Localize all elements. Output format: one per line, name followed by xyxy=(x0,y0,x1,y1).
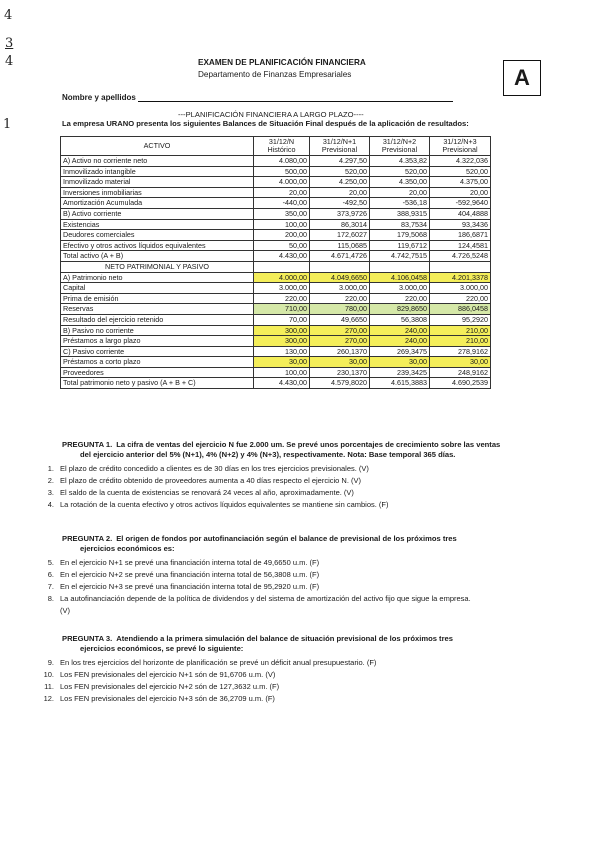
cell-value: 300,00 xyxy=(254,336,310,347)
item-number xyxy=(40,606,54,615)
table-row xyxy=(61,166,491,177)
cell-value: 4.250,00 xyxy=(310,177,370,188)
intro-text: La empresa URANO presenta los siguientes Balances de Situación Final después de la aplicación de resultados: xyxy=(62,119,469,128)
cell-value: 4.201,3378 xyxy=(430,272,491,283)
cell-value: 4.106,0458 xyxy=(370,272,430,283)
table-row xyxy=(61,230,491,241)
question-text: La cifra de ventas del ejercicio N fue 2.000 um. Se prevé unos porcentajes de crecimiento sobre las ventas xyxy=(116,440,501,449)
row-label: B) Activo corriente xyxy=(61,208,254,219)
cell-value: 30,00 xyxy=(370,357,430,368)
cell-value: 30,00 xyxy=(310,357,370,368)
cell-value: 100,00 xyxy=(254,219,310,230)
table-row xyxy=(61,187,491,198)
row-label: Prima de emisión xyxy=(61,293,254,304)
table-row xyxy=(61,283,491,294)
answer-item xyxy=(40,658,376,667)
table-row xyxy=(61,156,491,167)
item-text: En el ejercicio N+1 se prevé una financiación interna total de 49,6650 u.m. (F) xyxy=(60,558,320,567)
table-row xyxy=(61,219,491,230)
item-number: 1. xyxy=(47,464,54,473)
row-label: Préstamos a corto plazo xyxy=(61,357,254,368)
item-text: (V) xyxy=(60,606,70,615)
cell-value: 404,4888 xyxy=(430,208,491,219)
cell-value: 270,00 xyxy=(310,336,370,347)
question-heading xyxy=(62,634,453,643)
item-text: En el ejercicio N+2 se prevé una financiación interna total de 56,3808 u.m. (F) xyxy=(60,570,320,579)
row-label: A) Patrimonio neto xyxy=(61,272,254,283)
item-text: Los FEN previsionales del ejercicio N+3 són de 36,2709 u.m. (F) xyxy=(60,694,275,703)
cell-value: 210,00 xyxy=(430,336,491,347)
margin-note-4: 1 xyxy=(3,117,12,132)
row-label: Amortización Acumulada xyxy=(61,198,254,209)
cell-value: 20,00 xyxy=(254,187,310,198)
answer-item xyxy=(40,570,319,579)
cell-value: 3.000,00 xyxy=(370,283,430,294)
cell-value: 4.375,00 xyxy=(430,177,491,188)
item-number: 7. xyxy=(47,582,54,591)
item-number: 8. xyxy=(47,594,54,603)
cell-value: 4.080,00 xyxy=(254,156,310,167)
item-text: La autofinanciación depende de la política de dividendos y del sistema de amortización del activo fijo que sigue la empresa. xyxy=(60,594,471,603)
item-number: 9. xyxy=(47,658,54,667)
cell-value: 100,00 xyxy=(254,367,310,378)
item-text: En el ejercicio N+3 se prevé una financiación interna total de 95,2920 u.m. (F) xyxy=(60,582,320,591)
cell-value: 4.322,036 xyxy=(430,156,491,167)
cell-value: 220,00 xyxy=(370,293,430,304)
cell-value: 373,9726 xyxy=(310,208,370,219)
cell-value: -440,00 xyxy=(254,198,310,209)
cell-value: 350,00 xyxy=(254,208,310,219)
header-col-n: 31/12/N Histórico xyxy=(254,137,310,156)
row-label: Inmovilizado material xyxy=(61,177,254,188)
cell-value: 278,9162 xyxy=(430,346,491,357)
table-header-row xyxy=(61,137,491,156)
question-number: PREGUNTA 2. xyxy=(62,534,113,543)
cell-value: 780,00 xyxy=(310,304,370,315)
header-col-n2: 31/12/N+2 Previsional xyxy=(370,137,430,156)
cell-value: -536,18 xyxy=(370,198,430,209)
item-number: 2. xyxy=(47,476,54,485)
answer-item xyxy=(40,464,369,473)
item-number: 3. xyxy=(47,488,54,497)
cell-value: 520,00 xyxy=(310,166,370,177)
table-row xyxy=(61,314,491,325)
cell-value: 124,4581 xyxy=(430,240,491,251)
answer-item xyxy=(40,558,319,567)
item-text: Los FEN previsionales del ejercicio N+2 són de 127,3632 u.m. (F) xyxy=(60,682,280,691)
table-row xyxy=(61,346,491,357)
cell-value: 130,00 xyxy=(254,346,310,357)
cell-value: 500,00 xyxy=(254,166,310,177)
cell-value: 248,9162 xyxy=(430,367,491,378)
table-row xyxy=(61,272,491,283)
question-text-cont: del ejercicio anterior del 5% (N+1), 4% (N+2) y 4% (N+3), respectivamente. Nota: Base temporal 365 días. xyxy=(80,450,456,459)
item-number: 12. xyxy=(43,694,54,703)
section-title: ---PLANIFICACIÓN FINANCIERA A LARGO PLAZO---- xyxy=(178,110,364,119)
cell-value: 3.000,00 xyxy=(430,283,491,294)
question-text: El origen de fondos por autofinanciación según el balance de previsional de los próximos tres xyxy=(116,534,457,543)
header-col-n1: 31/12/N+1 Previsional xyxy=(310,137,370,156)
cell-value: 4.671,4726 xyxy=(310,251,370,262)
item-number: 10. xyxy=(43,670,54,679)
item-text: El plazo de crédito obtenido de proveedores aumenta a 40 días respecto el ejercicio N. (V) xyxy=(60,476,362,485)
cell-value: 3.000,00 xyxy=(310,283,370,294)
cell-value: 270,00 xyxy=(310,325,370,336)
row-label: Proveedores xyxy=(61,367,254,378)
cell-value: -492,50 xyxy=(310,198,370,209)
pasivo-header-row xyxy=(61,261,491,272)
cell-value: 4.049,6650 xyxy=(310,272,370,283)
row-label: Deudores comerciales xyxy=(61,230,254,241)
cell-value: 20,00 xyxy=(430,187,491,198)
cell-value: 186,6871 xyxy=(430,230,491,241)
row-label: B) Pasivo no corriente xyxy=(61,325,254,336)
cell-value: 30,00 xyxy=(430,357,491,368)
name-label: Nombre y apellidos xyxy=(62,93,136,102)
item-text: En los tres ejercicios del horizonte de planificación se prevé un déficit anual presupuestario. (F) xyxy=(60,658,377,667)
cell-value: 240,00 xyxy=(370,336,430,347)
item-number: 4. xyxy=(47,500,54,509)
cell-value: 172,6027 xyxy=(310,230,370,241)
row-label: Capital xyxy=(61,283,254,294)
table-row xyxy=(61,336,491,347)
cell-value: 239,3425 xyxy=(370,367,430,378)
question-number: PREGUNTA 3. xyxy=(62,634,113,643)
table-row xyxy=(61,293,491,304)
margin-note-2: 3 xyxy=(5,36,14,51)
cell-value: 230,1370 xyxy=(310,367,370,378)
cell-value: 220,00 xyxy=(310,293,370,304)
cell-value: 260,1370 xyxy=(310,346,370,357)
pasivo-header: NETO PATRIMONIAL Y PASIVO xyxy=(61,261,254,272)
answer-item xyxy=(40,694,275,703)
table-row xyxy=(61,251,491,262)
table-row xyxy=(61,240,491,251)
item-text: Los FEN previsionales del ejercicio N+1 són de 91,6706 u.m. (V) xyxy=(60,670,276,679)
answer-item xyxy=(40,682,279,691)
answer-item xyxy=(40,476,361,485)
cell-value: 4.579,8020 xyxy=(310,378,370,389)
table-row xyxy=(61,198,491,209)
cell-value: 93,3436 xyxy=(430,219,491,230)
answer-item xyxy=(40,500,389,509)
cell-value: 220,00 xyxy=(254,293,310,304)
item-text: El saldo de la cuenta de existencias se renovará 24 veces al año, aproximadamente. (V) xyxy=(60,488,354,497)
cell-value: 4.297,50 xyxy=(310,156,370,167)
cell-value: 4.000,00 xyxy=(254,272,310,283)
cell-value: 300,00 xyxy=(254,325,310,336)
row-label: Inversiones inmobiliarias xyxy=(61,187,254,198)
cell-value: 269,3475 xyxy=(370,346,430,357)
cell-value: 210,00 xyxy=(430,325,491,336)
question-text: Atendiendo a la primera simulación del balance de situación previsional de los próximos tres xyxy=(116,634,453,643)
table-row xyxy=(61,325,491,336)
cell-value: 4.615,3883 xyxy=(370,378,430,389)
cell-value: 388,9315 xyxy=(370,208,430,219)
answer-item xyxy=(40,670,275,679)
item-number: 6. xyxy=(47,570,54,579)
row-label: Total patrimonio neto y pasivo (A + B + C) xyxy=(61,378,254,389)
cell-value: 200,00 xyxy=(254,230,310,241)
item-number: 11. xyxy=(44,682,54,691)
cell-value: 240,00 xyxy=(370,325,430,336)
cell-value: 83,7534 xyxy=(370,219,430,230)
cell-value: 829,8650 xyxy=(370,304,430,315)
cell-value: 56,3808 xyxy=(370,314,430,325)
answer-item xyxy=(40,488,354,497)
answer-item xyxy=(40,594,471,603)
cell-value: 710,00 xyxy=(254,304,310,315)
question-heading xyxy=(62,534,457,543)
answer-item xyxy=(40,582,319,591)
margin-note-3: 4 xyxy=(5,54,14,69)
cell-value: 4.430,00 xyxy=(254,251,310,262)
cell-value: 4.690,2539 xyxy=(430,378,491,389)
row-label: Existencias xyxy=(61,219,254,230)
cell-value: 520,00 xyxy=(430,166,491,177)
cell-value: 20,00 xyxy=(370,187,430,198)
row-label: Efectivo y otros activos líquidos equivalentes xyxy=(61,240,254,251)
table-row xyxy=(61,357,491,368)
header-col-n3: 31/12/N+3 Previsional xyxy=(430,137,491,156)
exam-title: EXAMEN DE PLANIFICACIÓN FINANCIERA xyxy=(198,58,366,67)
department: Departamento de Finanzas Empresariales xyxy=(198,70,352,79)
cell-value: 3.000,00 xyxy=(254,283,310,294)
answer-item xyxy=(40,606,70,615)
cell-value: 4.000,00 xyxy=(254,177,310,188)
row-label: Total activo (A + B) xyxy=(61,251,254,262)
table-row xyxy=(61,177,491,188)
row-label: Inmovilizado intangible xyxy=(61,166,254,177)
cell-value: 4.353,82 xyxy=(370,156,430,167)
table-row xyxy=(61,208,491,219)
row-label: Préstamos a largo plazo xyxy=(61,336,254,347)
cell-value: -592,9640 xyxy=(430,198,491,209)
item-text: La rotación de la cuenta efectivo y otros activos líquidos equivalentes se mantiene sin cambios. (F) xyxy=(60,500,389,509)
exam-version-box: A xyxy=(503,60,541,96)
cell-value: 30,00 xyxy=(254,357,310,368)
cell-value: 119,6712 xyxy=(370,240,430,251)
cell-value: 220,00 xyxy=(430,293,491,304)
cell-value: 115,0685 xyxy=(310,240,370,251)
table-row xyxy=(61,367,491,378)
cell-value: 20,00 xyxy=(310,187,370,198)
cell-value: 886,0458 xyxy=(430,304,491,315)
cell-value: 4.726,5248 xyxy=(430,251,491,262)
cell-value: 70,00 xyxy=(254,314,310,325)
cell-value: 86,3014 xyxy=(310,219,370,230)
cell-value: 95,2920 xyxy=(430,314,491,325)
cell-value: 50,00 xyxy=(254,240,310,251)
table-row xyxy=(61,378,491,389)
header-activo: ACTIVO xyxy=(61,137,254,156)
margin-note-1: 4 xyxy=(4,8,13,23)
cell-value: 4.742,7515 xyxy=(370,251,430,262)
cell-value: 4.430,00 xyxy=(254,378,310,389)
question-heading xyxy=(62,440,500,449)
question-text-cont: ejercicios económicos, se prevé lo siguiente: xyxy=(80,644,244,653)
row-label: Resultado del ejercicio retenido xyxy=(61,314,254,325)
name-line xyxy=(138,101,453,102)
balance-sheet-table xyxy=(60,136,491,389)
cell-value: 179,5068 xyxy=(370,230,430,241)
item-number: 5. xyxy=(47,558,54,567)
question-text-cont: ejercicios económicos es: xyxy=(80,544,175,553)
cell-value: 520,00 xyxy=(370,166,430,177)
cell-value: 49,6650 xyxy=(310,314,370,325)
item-text: El plazo de crédito concedido a clientes es de 30 días en los tres ejercicios previsionales. (V) xyxy=(60,464,369,473)
table-row xyxy=(61,304,491,315)
row-label: C) Pasivo corriente xyxy=(61,346,254,357)
row-label: A) Activo no corriente neto xyxy=(61,156,254,167)
cell-value: 4.350,00 xyxy=(370,177,430,188)
question-number: PREGUNTA 1. xyxy=(62,440,113,449)
row-label: Reservas xyxy=(61,304,254,315)
